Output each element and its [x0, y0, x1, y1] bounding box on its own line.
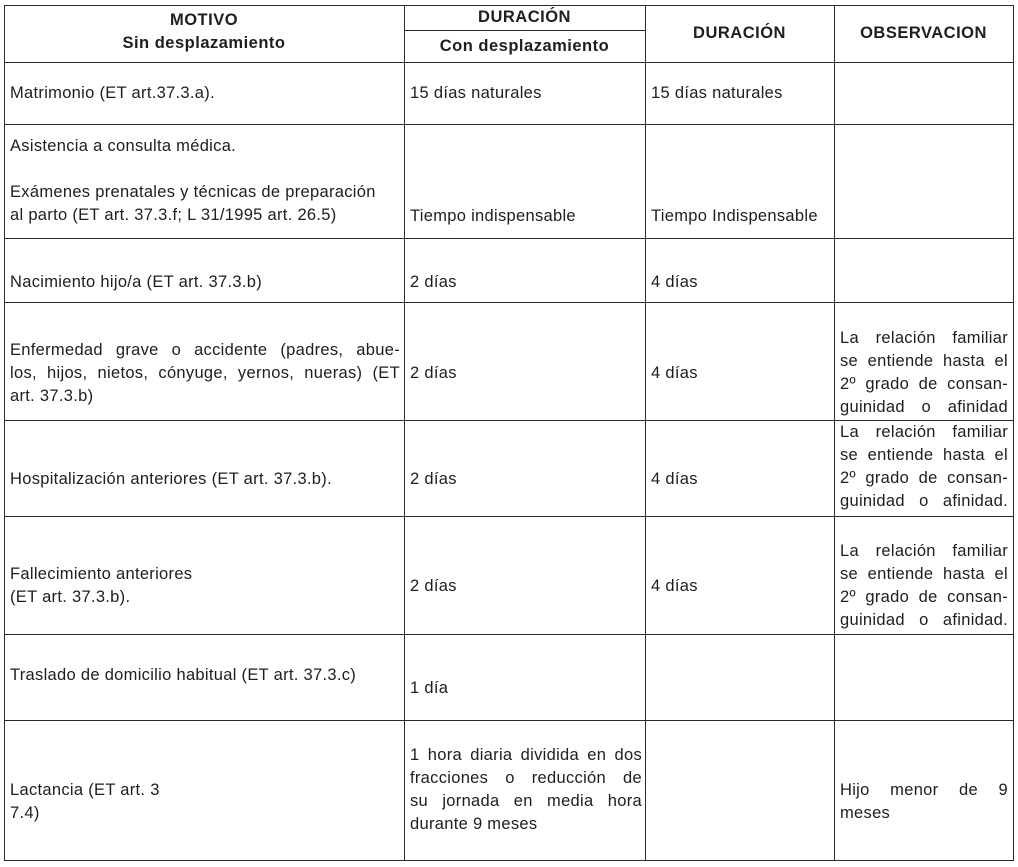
- header-duracion-1: DURACIÓN: [478, 8, 571, 26]
- row-divider-2: [4, 238, 1014, 239]
- row-7-motivo: Traslado de domicilio habitual (ET art. 37.3.c): [10, 666, 357, 684]
- table-border-bottom: [4, 860, 1014, 861]
- row-8-duracion-sin: 1 hora diaria dividida en dos fracciones o reducción de su jornada en media hora durante 9 meses: [410, 746, 642, 833]
- row-3-duracion-sin: 2 días: [410, 273, 457, 291]
- row-5-duracion-sin: 2 días: [410, 470, 457, 488]
- row-3-duracion-con: 4 días: [651, 273, 698, 291]
- row-divider-7: [4, 720, 1014, 721]
- header-motivo: [4, 9, 404, 55]
- row-4-duracion-sin: 2 días: [410, 364, 457, 382]
- row-divider-5: [4, 516, 1014, 517]
- header-duracion-2: DURACIÓN: [693, 24, 786, 42]
- row-3-motivo: Nacimiento hijo/a (ET art. 37.3.b): [10, 273, 263, 291]
- row-2-motivo: Asistencia a consulta médica. Exámenes prenatales y técnicas de preparación al parto (ET art. 37.3.f; L 31/1995 art. 26.5): [10, 137, 376, 224]
- col-divider-2: [645, 5, 646, 861]
- row-divider-1: [4, 124, 1014, 125]
- row-6-duracion-con: 4 días: [651, 577, 698, 595]
- row-6-observacion: La relación familiar se entiende hasta el 2º grado de consan- guinidad o afinidad.: [840, 542, 1008, 629]
- row-1-motivo: Matrimonio (ET art.37.3.a).: [10, 84, 215, 102]
- header-sin-desplazamiento: Sin desplazamiento: [122, 34, 286, 52]
- row-divider-3: [4, 302, 1014, 303]
- header-con-desplazamiento: Con desplazamiento: [439, 37, 610, 55]
- row-6-duracion-sin: 2 días: [410, 577, 457, 595]
- row-divider-6: [4, 634, 1014, 635]
- row-5-motivo: Hospitalización anteriores (ET art. 37.3.b).: [10, 470, 332, 488]
- row-4-duracion-con: 4 días: [651, 364, 698, 382]
- row-8-motivo: Lactancia (ET art. 3 7.4): [10, 781, 160, 822]
- col-divider-3: [834, 5, 835, 861]
- row-5-observacion: La relación familiar se entiende hasta el 2º grado de consan- guinidad o afinidad.: [840, 423, 1008, 510]
- row-6-motivo: Fallecimiento anteriores (ET art. 37.3.b).: [10, 565, 193, 606]
- header-motivo-label: MOTIVO: [169, 11, 239, 29]
- row-7-duracion-sin: 1 día: [410, 679, 449, 697]
- row-2-duracion-sin: Tiempo indispensable: [410, 207, 576, 225]
- table-border-right: [1013, 5, 1014, 861]
- row-5-duracion-con: 4 días: [651, 470, 698, 488]
- col-divider-1: [404, 5, 405, 861]
- row-divider-0: [4, 62, 1014, 63]
- row-4-motivo: Enfermedad grave o accidente (padres, abue- los, hijos, nietos, cónyuge, yernos, nueras) (ET art. 37.3.b): [10, 341, 400, 405]
- row-8-observacion: Hijo menor de 9 meses: [840, 781, 1008, 822]
- row-1-duracion-sin: 15 días naturales: [410, 84, 542, 102]
- header-observacion: OBSERVACION: [860, 24, 987, 42]
- table-border-left: [4, 5, 5, 861]
- row-1-duracion-con: 15 días naturales: [651, 84, 783, 102]
- permisos-table: [4, 5, 1014, 861]
- row-4-observacion: La relación familiar se entiende hasta el 2º grado de consan- guinidad o afinidad: [840, 329, 1008, 416]
- header-subdivider: [404, 30, 645, 31]
- row-2-duracion-con: Tiempo Indispensable: [651, 207, 818, 225]
